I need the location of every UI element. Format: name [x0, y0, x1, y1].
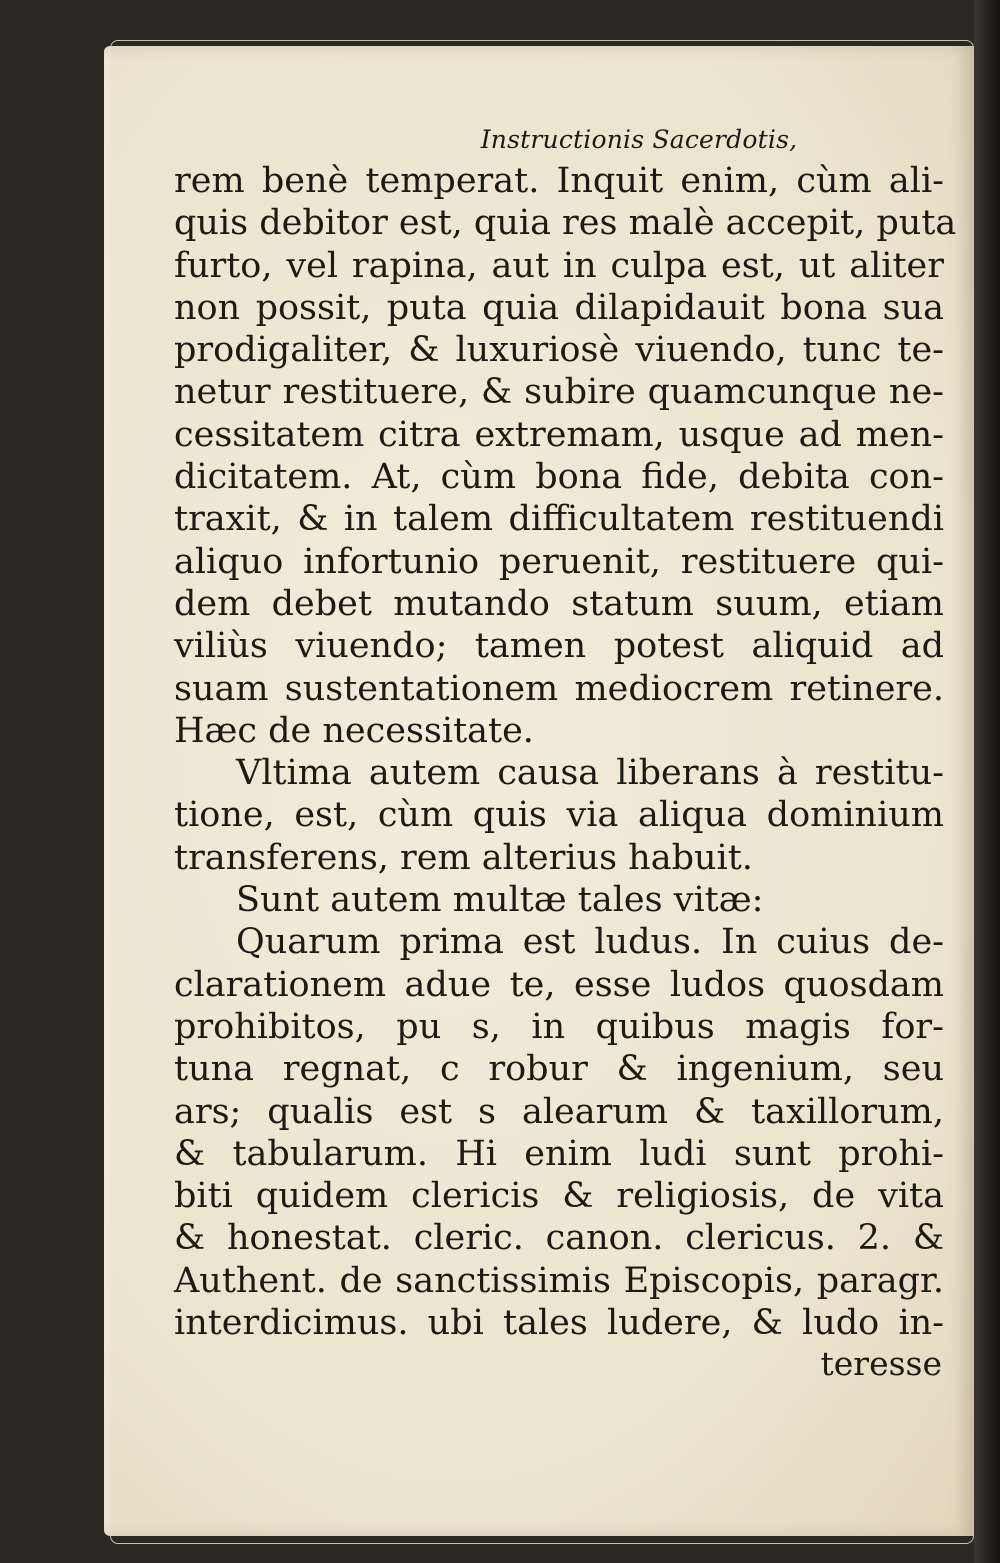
- text-line: prodigaliter, & luxuriosè viuendo, tunc te-: [174, 330, 944, 371]
- text-line: cessitatem citra extremam, usque ad men-: [174, 414, 944, 455]
- text-line: suam sustentationem mediocrem retinere.: [174, 668, 944, 709]
- text-line: traxit, & in talem difficultatem restituendi: [174, 499, 944, 540]
- text-line: biti quidem clericis & religiosis, de vita: [174, 1176, 944, 1217]
- text-line: Vltima autem causa liberans à restitu-: [236, 753, 944, 794]
- text-line: clarationem adue te, esse ludos quosdam: [174, 964, 944, 1005]
- book-spine: [974, 0, 1000, 1563]
- text-line: Authent. de sanctissimis Episcopis, paragr.: [174, 1260, 944, 1301]
- text-block: [174, 120, 957, 1384]
- text-line: tuna regnat, c robur & ingenium, seu: [174, 1049, 944, 1090]
- text-line: Quarum prima est ludus. In cuius de-: [236, 922, 944, 963]
- text-line: Hæc de necessitate.: [174, 710, 534, 751]
- text-line: non possit, puta quia dilapidauit bona sua: [174, 287, 944, 328]
- text-line: netur restituere, & subire quamcunque ne-: [174, 372, 944, 413]
- text-line: aliquo infortunio peruenit, restituere qui-: [174, 541, 944, 582]
- text-line: furto, vel rapina, aut in culpa est, ut aliter: [174, 245, 944, 286]
- text-line: & tabularum. Hi enim ludi sunt prohi-: [174, 1133, 944, 1174]
- text-line: tione, est, cùm quis via aliqua dominium: [174, 795, 944, 836]
- text-line: dem debet mutando statum suum, etiam: [174, 583, 944, 624]
- text-line: quis debitor est, quia res malè accepit, puta: [174, 203, 957, 244]
- text-line: ars; qualis est s alearum & taxillorum,: [174, 1091, 944, 1132]
- text-line: Sunt autem multæ tales vitæ:: [236, 880, 764, 921]
- text-line: dicitatem. At, cùm bona fide, debita con-: [174, 457, 944, 498]
- text-line: viliùs viuendo; tamen potest aliquid ad: [174, 626, 944, 667]
- text-line: interdicimus. ubi tales ludere, & ludo in-: [174, 1303, 944, 1344]
- running-head: Instructionis Sacerdotis,: [480, 125, 798, 154]
- text-line: & honestat. cleric. canon. clericus. 2. &: [174, 1218, 944, 1259]
- catchword: teresse: [820, 1344, 942, 1384]
- text-line: rem benè temperat. Inquit enim, cùm ali-: [174, 161, 944, 201]
- text-line: transferens, rem alterius habuit.: [174, 837, 753, 878]
- text-line: prohibitos, pu s, in quibus magis for-: [174, 1006, 944, 1047]
